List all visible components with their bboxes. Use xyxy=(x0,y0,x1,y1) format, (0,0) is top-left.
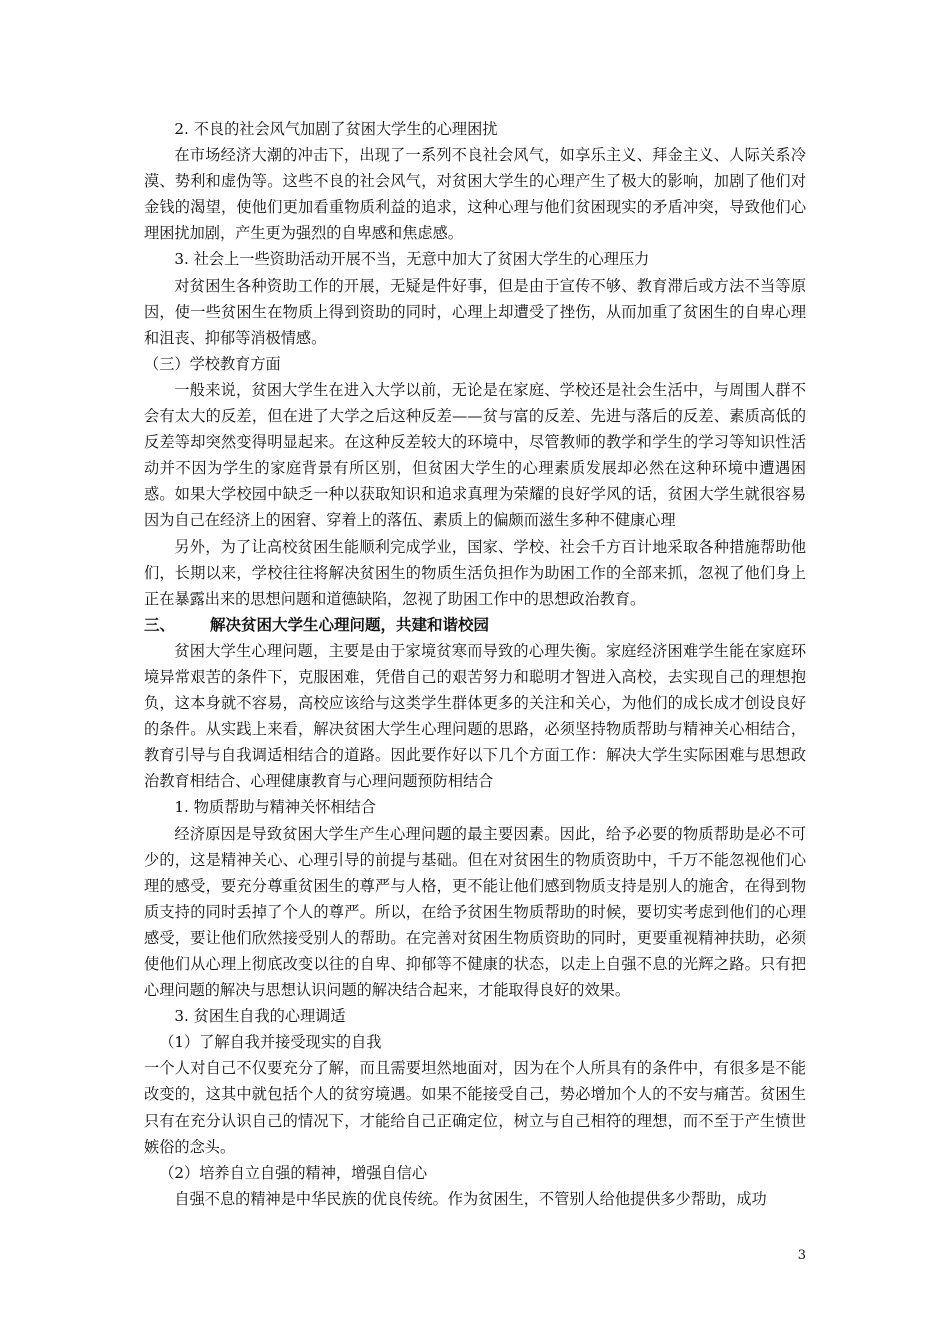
paragraph: （1）了解自我并接受现实的自我 xyxy=(159,1033,382,1052)
section-title: 解决贫困大学生心理问题，共建和谐校园 xyxy=(210,615,490,634)
section-number: 三、 xyxy=(144,615,176,634)
paragraph: 3. 贫困生自我的心理调适 xyxy=(174,1007,346,1026)
document-page xyxy=(144,116,806,1212)
paragraph: 自强不息的精神是中华民族的优良传统。作为贫困生，不管别人给他提供多少帮助，成功 xyxy=(174,1189,767,1208)
paragraph: 贫困大学生心理问题，主要是由于家境贫寒而导致的心理失衡。家庭经济困难学生能在家庭环境异常艰苦的条件下，克服困难，凭借自己的艰苦努力和聪明才智进入高校，去实现自己的理想抱负，这本身就不容易，高校应该给与这类学生群体更多的关注和关心，为他们的成长成才创设良好的条件。从实践上来看，解决贫困大学生心理问题的思路，必须坚持物质帮助与精神关心相结合，教育引导与自我调适相结合的道路。因此要作好以下几个方面工作：解决大学生实际困难与思想政治教育相结合、心理健康教育与心理问题预防相结合 xyxy=(144,641,806,791)
paragraph: 2. 不良的社会风气加剧了贫困大学生的心理困扰 xyxy=(174,120,498,138)
paragraph: 1. 物质帮助与精神关怀相结合 xyxy=(174,798,376,817)
paragraph: 3. 社会上一些资助活动开展不当，无意中加大了贫困大学生的心理压力 xyxy=(174,250,650,269)
paragraph: 一个人对自己不仅要充分了解，而且需要坦然地面对，因为在个人所具有的条件中，有很多是不能改变的，这其中就包括个人的贫穷境遇。如果不能接受自己，势必增加个人的不安与痛苦。贫困生只有在充分认识自己的情况下，才能给自己正确定位，树立与自己相符的理想，而不至于产生愤世嫉俗的念头。 xyxy=(144,1059,806,1156)
paragraph: （三）学校教育方面 xyxy=(144,354,281,373)
paragraph: （2）培养自立自强的精神，增强自信心 xyxy=(159,1163,428,1182)
paragraph: 经济原因是导致贫困大学生产生心理问题的最主要因素。因此，给予必要的物质帮助是必不可少的，这是精神关心、心理引导的前提与基础。但在对贫困生的物质资助中，千万不能忽视他们心理的感受，要充分尊重贫困生的尊严与人格，更不能让他们感到物质支持是别人的施舍，在得到物质支持的同时丢掉了个人的尊严。所以，在给予贫困生物质帮助的时候，要切实考虑到他们的心理感受，要让他们欣然接受别人的帮助。在完善对贫困生物质资助的同时，更要重视精神扶助，必须使他们从心理上彻底改变以往的自卑、抑郁等不健康的状态，以走上自强不息的光辉之路。只有把心理问题的解决与思想认识问题的解决结合起来，才能取得良好的效果。 xyxy=(144,824,806,1000)
section-heading xyxy=(144,612,806,638)
paragraph: 另外，为了让高校贫困生能顺利完成学业，国家、学校、社会千方百计地采取各种措施帮助他们，长期以来，学校往往将解决贫困生的物质生活负担作为助困工作的全部来抓，忽视了他们身上正在暴露出来的思想问题和道德缺陷，忽视了助困工作中的思想政治教育。 xyxy=(144,537,806,608)
paragraph: 在市场经济大潮的冲击下，出现了一系列不良社会风气，如享乐主义、拜金主义、人际关系冷漠、势利和虚伪等。这些不良的社会风气，对贫困大学生的心理产生了极大的影响，加剧了他们对金钱的渴望，使他们更加看重物质利益的追求，这种心理与他们贫困现实的矛盾冲突，导致他们心理困扰加剧，产生更为强烈的自卑感和焦虑感。 xyxy=(144,146,806,243)
paragraph: 一般来说，贫困大学生在进入大学以前，无论是在家庭、学校还是社会生活中，与周围人群不会有太大的反差，但在进了大学之后这种反差——贫与富的反差、先进与落后的反差、素质高低的反差等却突然变得明显起来。在这种反差较大的环境中，尽管教师的教学和学生的学习等知识性活动并不因为学生的家庭背景有所区别，但贫困大学生的心理素质发展却必然在这种环境中遭遇困惑。如果大学校园中缺乏一种以获取知识和追求真理为荣耀的良好学风的话，贫困大学生就很容易因为自己在经济上的困窘、穿着上的落伍、素质上的偏颇而滋生多种不健康心理 xyxy=(144,380,806,530)
paragraph: 对贫困生各种资助工作的开展，无疑是件好事，但是由于宣传不够、教育滞后或方法不当等原因，使一些贫困生在物质上得到资助的同时，心理上却遭受了挫伤，从而加重了贫困生的自卑心理和沮丧、抑郁等消极情感。 xyxy=(144,276,806,347)
page-number: 3 xyxy=(797,1248,806,1263)
